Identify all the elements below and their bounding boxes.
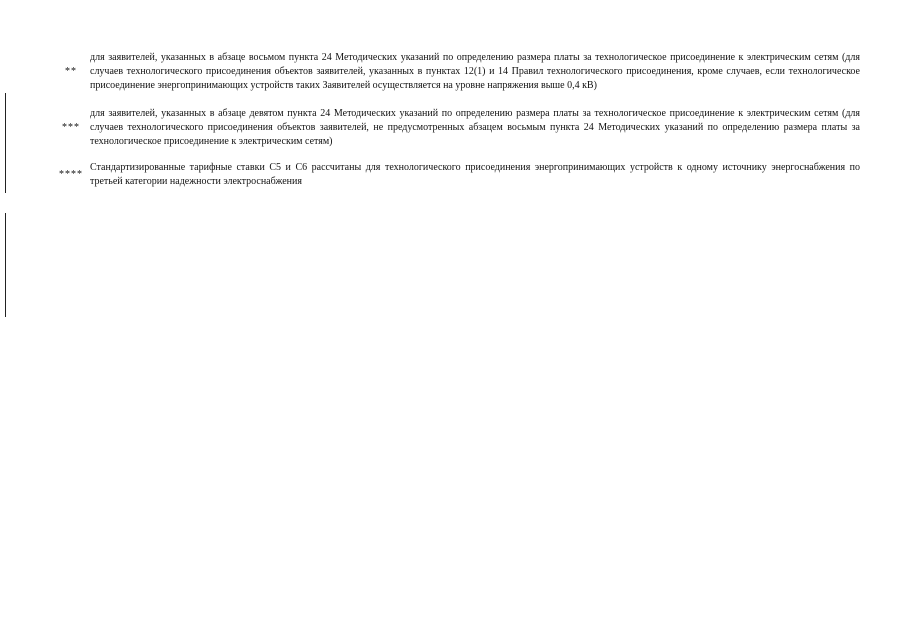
footnote-marker: *** xyxy=(62,122,80,133)
footnote-triple-asterisk xyxy=(52,107,860,149)
footnote-double-asterisk xyxy=(52,44,860,100)
footnote-text: для заявителей, указанных в абзаце девятом пункта 24 Методических указаний по определению размера платы за технологическое присоединение к электрическим сетям (для случаев технологического присоединения объектов заявителей, не предусмотренных абзацем восьмым пункта 24 Методических указаний по определению размера платы за технологическое присоединение к электрическим сетям) xyxy=(90,108,860,147)
footnote-quadruple-asterisk xyxy=(52,161,860,189)
footnote-marker: **** xyxy=(59,169,83,180)
footnote-text: для заявителей, указанных в абзаце восьмом пункта 24 Методических указаний по определению размера платы за технологическое присоединение к электрическим сетям (для случаев технологического присоединения объектов заявителей, указанных в пунктах 12(1) и 14 Правил технологического присоединения, кроме случаев, если технологическое присоединение энергопринимающих устройств таких Заявителей осуществляется на уровне напряжения выше 0,4 кВ) xyxy=(90,52,860,91)
footnote-marker: ** xyxy=(65,66,77,77)
margin-rule-upper xyxy=(5,93,6,193)
margin-rule-lower xyxy=(5,213,6,317)
footnote-text: Стандартизированные тарифные ставки С5 и С6 рассчитаны для технологического присоединения энергопринимающих устройств к одному источнику энергоснабжения по третьей категории надежности электроснабжения xyxy=(90,162,860,187)
